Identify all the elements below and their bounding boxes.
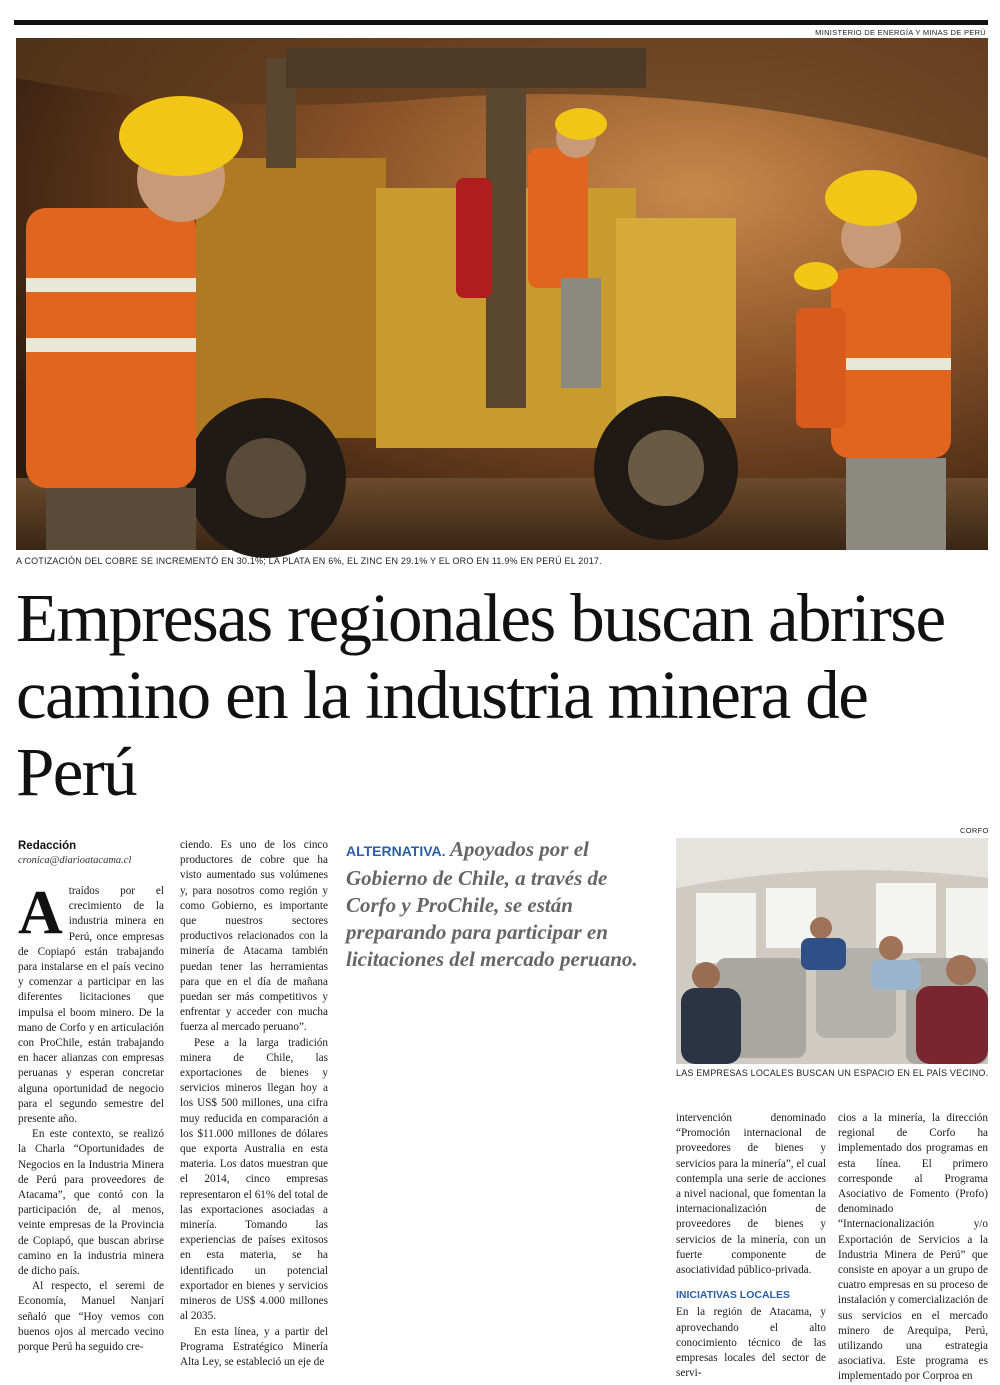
body-paragraph (18, 879, 164, 1127)
body-column-3 (676, 1111, 826, 1381)
miners-photo-illustration (16, 38, 988, 550)
body-paragraph: En esta línea, y a partir del Programa Estratégico Minería Alta Ley, se estableció un eje de (180, 1325, 328, 1368)
bus-photo-caption: LAS EMPRESAS LOCALES BUSCAN UN ESPACIO EN EL PAÍS VECINO. (676, 1068, 989, 1078)
byline-name: Redacción (18, 840, 77, 852)
body-column-4 (838, 1111, 988, 1385)
byline-email: cronica@diarioatacama.cl (18, 855, 132, 866)
pull-quote (346, 836, 656, 973)
main-photo-caption: A COTIZACIÓN DEL COBRE SE INCREMENTÓ EN 30.1%; LA PLATA EN 6%, EL ZINC EN 29.1% Y EL ORO EN 11.9% EN PERÚ EL 2017. (16, 556, 602, 566)
dropcap: A (18, 879, 63, 947)
body-column-2 (180, 838, 328, 1370)
top-rule (14, 20, 988, 25)
headline: Empresas regionales buscan abrirse camino en la industria minera de Perú (16, 580, 945, 810)
body-paragraph: intervención denominado “Promoción internacional de proveedores de bienes y servicios para la minería”, el cual contempla una serie de acciones a nivel nacional, que fomentan la internacionalización de proveedores de bienes y servicios de la minería, con un fuerte componente de asociatividad público-privada. (676, 1112, 826, 1277)
subhead-iniciativas: INICIATIVAS LOCALES (676, 1289, 790, 1302)
photo-credit-corfo: CORFO (960, 826, 989, 835)
main-photo (16, 38, 988, 550)
pull-quote-text: Apoyados por el Gobierno de Chile, a través de Corfo y ProChile, se están preparando para participar en licitaciones del mercado peruano. (346, 837, 638, 971)
body-paragraph: Al respecto, el seremi de Economía, Manuel Nanjarí señaló que “Hoy vemos con buenos ojos al mercado vecino porque Perú ha seguido cre- (18, 1280, 164, 1354)
pull-quote-label: ALTERNATIVA. (346, 843, 446, 859)
body-paragraph: cios a la minería, la dirección regional de Corfo ha implementado dos programas en esta línea. El primero corresponde al Programa Asociativo de Fomento (Profo) denominado “Internacionalización y/o Exportación de Servicios a la Industria Minera de Perú” que consiste en apoyar a un grupo de cuatro empresas en su proceso de instalación y comercialización de sus servicios en el mercado minero de Arequipa, Perú, utilizando una estrategia asociativa. Este programa es implementado por Corproa en (838, 1112, 988, 1383)
body-paragraph: ciendo. Es uno de los cinco productores de cobre que ha visto aumentado sus volúmenes y, para nosotros como región y como Gobierno, es importante que nuestros sectores productivos relacionados con la minería de Atacama también puedan tener las herramientas para que en el día de mañana puedan ser más competitivos y enfrentar y acceder con mucha fuerza al mercado peruano”. (180, 839, 328, 1034)
body-paragraph: En la región de Atacama, y aprovechando el alto conocimiento técnico de las empresas locales del sector de servi- (676, 1306, 826, 1380)
photo-credit-top: MINISTERIO DE ENERGÍA Y MINAS DE PERÚ (815, 28, 986, 37)
bus-photo-illustration (676, 838, 988, 1064)
bus-photo (676, 838, 988, 1064)
body-paragraph: En este contexto, se realizó la Charla “Oportunidades de Negocios en la Industria Minera de Perú para proveedores de Atacama”, que contó con la participación de, al menos, veinte empresas de la Provincia de Copiapó, que buscan abrirse camino en la industria minera de dicho país. (18, 1128, 164, 1278)
body-text: traídos por el crecimiento de la industria minera en Perú, once empresas de Copiapó están trabajando para instalarse en el país vecino y comenzar a participar en las diferentes licitaciones que impulsa el boom minero. De la mano de Corfo y en articulación con ProChile, están trabajando en hacer alianzas con empresas peruanas y esperan concretar alguna oportunidad de negocio para el segundo semestre del presente año. (18, 885, 164, 1126)
body-column-1 (18, 879, 164, 1355)
body-paragraph: Pese a la larga tradición minera de Chile, las exportaciones de bienes y servicios mineros llegan hoy a los US$ 500 millones, una cifra muy reducida en comparación a los $11.000 millones de dólares que exporta Australia en esta materia. Los datos muestran que el 2014, cinco empresas representaron el 61% del total de las exportaciones asociadas a minería. Tomando las experiencias de países exitosos en esta materia, se ha identificado un potencial exportador en bienes y servicios mineros de US$ 4.000 millones al 2035. (180, 1036, 328, 1323)
